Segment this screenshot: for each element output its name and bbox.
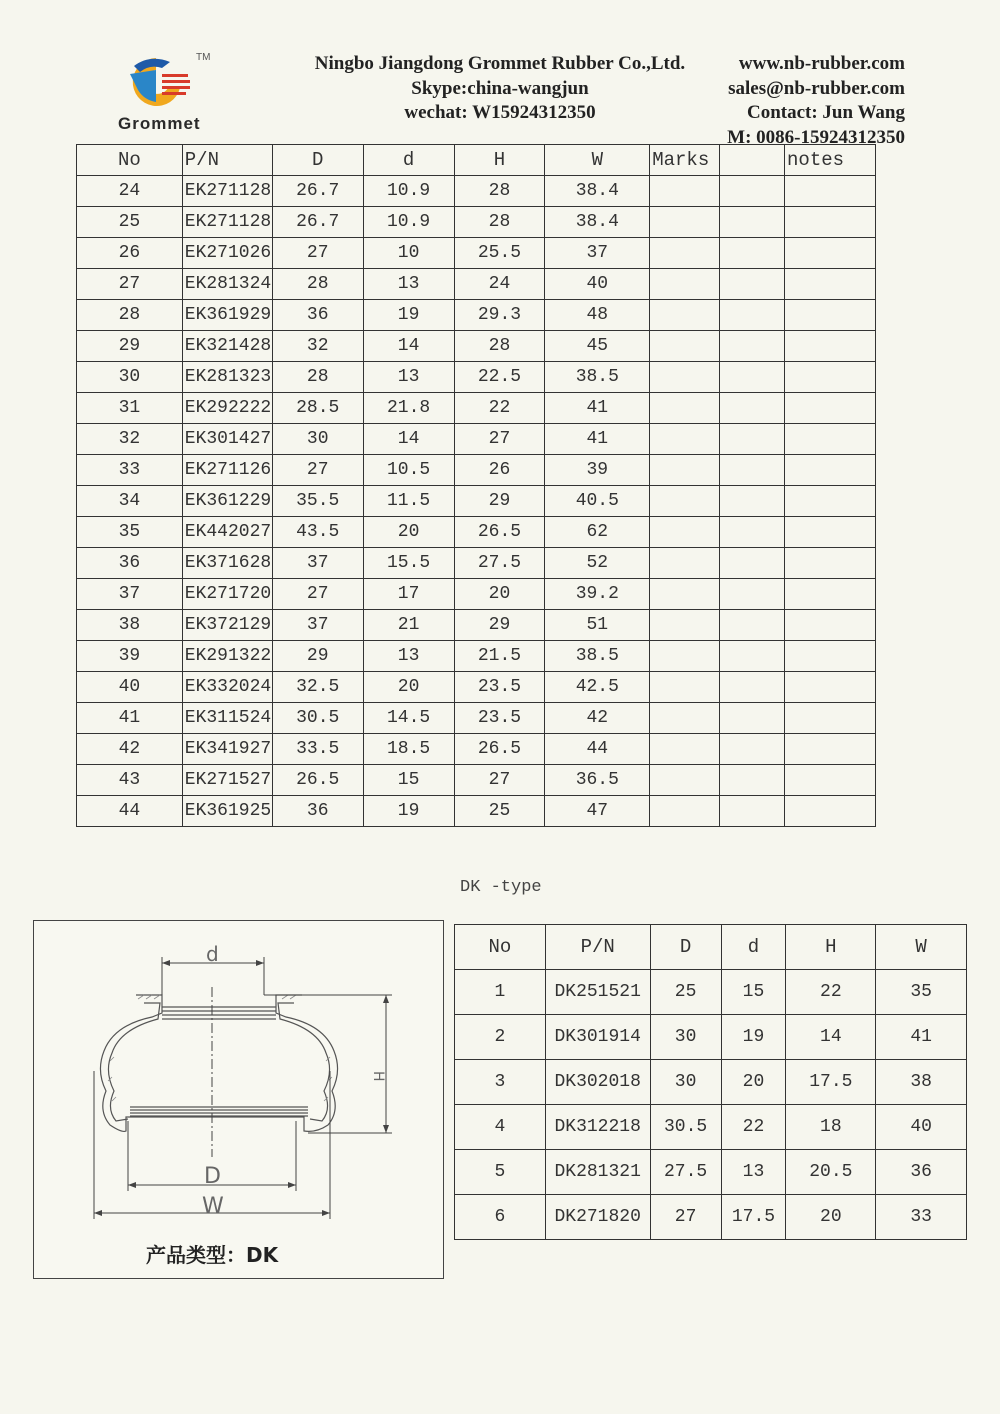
cell-h: 27 — [454, 424, 545, 455]
cell-pn: EK361229 — [182, 486, 272, 517]
cell-pn: DK301914 — [545, 1015, 650, 1060]
cell-no: 1 — [455, 970, 546, 1015]
cell-d-outer: 33.5 — [272, 734, 363, 765]
header-marks: Marks — [650, 145, 720, 176]
cell-blank — [720, 362, 785, 393]
cell-no: 26 — [77, 238, 183, 269]
header-blank — [720, 145, 785, 176]
cell-h: 29.3 — [454, 300, 545, 331]
cell-notes — [785, 610, 876, 641]
dk-header-h: H — [786, 925, 876, 970]
cell-d-outer: 30 — [272, 424, 363, 455]
cell-h: 26 — [454, 455, 545, 486]
table-header-row — [455, 925, 967, 970]
cell-d-outer: 37 — [272, 548, 363, 579]
cell-blank — [720, 765, 785, 796]
cell-w: 40 — [876, 1105, 967, 1150]
table-row — [77, 734, 876, 765]
cell-marks — [650, 517, 720, 548]
cell-h: 25 — [454, 796, 545, 827]
cell-w: 36 — [876, 1150, 967, 1195]
cell-w: 38.5 — [545, 641, 650, 672]
dim-label-W: W — [202, 1194, 224, 1219]
cell-h: 20 — [786, 1195, 876, 1240]
cell-no: 25 — [77, 207, 183, 238]
cell-pn: EK442027 — [182, 517, 272, 548]
cell-notes — [785, 486, 876, 517]
cell-marks — [650, 424, 720, 455]
cell-d-inner: 22 — [721, 1105, 786, 1150]
table-row — [77, 300, 876, 331]
cell-marks — [650, 641, 720, 672]
cell-h: 26.5 — [454, 517, 545, 548]
cell-w: 45 — [545, 331, 650, 362]
cell-no: 24 — [77, 176, 183, 207]
cell-d-outer: 26.7 — [272, 207, 363, 238]
cell-w: 38.4 — [545, 176, 650, 207]
cell-h: 26.5 — [454, 734, 545, 765]
table-row — [77, 517, 876, 548]
dim-label-D: D — [204, 1164, 221, 1189]
cell-pn: EK271126 — [182, 455, 272, 486]
table-row — [77, 424, 876, 455]
cell-notes — [785, 641, 876, 672]
table-row — [455, 1015, 967, 1060]
cell-d-outer: 28 — [272, 362, 363, 393]
header-d-outer: D — [272, 145, 363, 176]
cell-no: 34 — [77, 486, 183, 517]
cell-h: 22 — [786, 970, 876, 1015]
cell-d-inner: 13 — [363, 641, 454, 672]
cell-pn: EK341927 — [182, 734, 272, 765]
cell-d-outer: 29 — [272, 641, 363, 672]
cell-h: 17.5 — [786, 1060, 876, 1105]
cell-d-inner: 10.5 — [363, 455, 454, 486]
cell-blank — [720, 331, 785, 362]
cell-pn: DK302018 — [545, 1060, 650, 1105]
cell-d-inner: 19 — [721, 1015, 786, 1060]
cell-d-inner: 10.9 — [363, 207, 454, 238]
table-row — [77, 269, 876, 300]
header-d-inner: d — [363, 145, 454, 176]
cell-w: 42 — [545, 703, 650, 734]
cell-d-outer: 32 — [272, 331, 363, 362]
cell-marks — [650, 455, 720, 486]
cell-no: 29 — [77, 331, 183, 362]
cell-marks — [650, 796, 720, 827]
cell-no: 30 — [77, 362, 183, 393]
dk-product-table — [454, 924, 967, 1240]
cell-d-outer: 27 — [272, 579, 363, 610]
cell-marks — [650, 207, 720, 238]
cell-notes — [785, 207, 876, 238]
cell-d-inner: 17 — [363, 579, 454, 610]
dk-header-d-outer: D — [650, 925, 721, 970]
header-w: W — [545, 145, 650, 176]
cell-no: 35 — [77, 517, 183, 548]
table-row — [455, 1195, 967, 1240]
header-pn: P/N — [182, 145, 272, 176]
cell-d-outer: 35.5 — [272, 486, 363, 517]
cell-w: 47 — [545, 796, 650, 827]
dk-header-no: No — [455, 925, 546, 970]
dk-cross-section-drawing — [34, 921, 443, 1278]
cell-no: 36 — [77, 548, 183, 579]
cell-no: 3 — [455, 1060, 546, 1105]
cell-w: 41 — [545, 393, 650, 424]
cell-d-inner: 10.9 — [363, 176, 454, 207]
cell-blank — [720, 455, 785, 486]
cell-w: 36.5 — [545, 765, 650, 796]
cell-no: 37 — [77, 579, 183, 610]
dk-drawing-box — [33, 920, 444, 1279]
cell-pn: EK271026 — [182, 238, 272, 269]
cell-marks — [650, 300, 720, 331]
cell-pn: EK271128 — [182, 176, 272, 207]
table-row — [77, 238, 876, 269]
cell-blank — [720, 300, 785, 331]
cell-no: 2 — [455, 1015, 546, 1060]
cell-marks — [650, 703, 720, 734]
cell-h: 21.5 — [454, 641, 545, 672]
cell-notes — [785, 703, 876, 734]
cell-d-inner: 14.5 — [363, 703, 454, 734]
cell-d-inner: 21 — [363, 610, 454, 641]
cell-d-inner: 14 — [363, 331, 454, 362]
cell-d-outer: 30 — [650, 1060, 721, 1105]
cell-marks — [650, 548, 720, 579]
cell-w: 39 — [545, 455, 650, 486]
cell-blank — [720, 517, 785, 548]
cell-pn: DK251521 — [545, 970, 650, 1015]
cell-no: 31 — [77, 393, 183, 424]
cell-no: 41 — [77, 703, 183, 734]
dk-header-d-inner: d — [721, 925, 786, 970]
cell-no: 32 — [77, 424, 183, 455]
cell-w: 62 — [545, 517, 650, 548]
cell-d-inner: 20 — [363, 672, 454, 703]
cell-pn: EK361929 — [182, 300, 272, 331]
cell-no: 43 — [77, 765, 183, 796]
cell-notes — [785, 517, 876, 548]
cell-notes — [785, 362, 876, 393]
table-row — [77, 765, 876, 796]
cell-pn: DK271820 — [545, 1195, 650, 1240]
cell-blank — [720, 393, 785, 424]
cell-h: 27 — [454, 765, 545, 796]
cell-notes — [785, 579, 876, 610]
cell-d-inner: 15.5 — [363, 548, 454, 579]
cell-d-inner: 10 — [363, 238, 454, 269]
cell-w: 40 — [545, 269, 650, 300]
cell-blank — [720, 672, 785, 703]
cell-no: 6 — [455, 1195, 546, 1240]
cell-h: 20 — [454, 579, 545, 610]
cell-w: 40.5 — [545, 486, 650, 517]
cell-pn: EK281323 — [182, 362, 272, 393]
cell-d-outer: 26.5 — [272, 765, 363, 796]
cell-h: 24 — [454, 269, 545, 300]
cell-notes — [785, 424, 876, 455]
cell-d-outer: 27 — [272, 238, 363, 269]
cell-notes — [785, 331, 876, 362]
cell-w: 39.2 — [545, 579, 650, 610]
table-header-row — [77, 145, 876, 176]
cell-h: 20.5 — [786, 1150, 876, 1195]
dk-header-w: W — [876, 925, 967, 970]
cell-notes — [785, 734, 876, 765]
cell-h: 25.5 — [454, 238, 545, 269]
cell-d-outer: 27 — [272, 455, 363, 486]
cell-d-outer: 28.5 — [272, 393, 363, 424]
company-logo — [118, 52, 218, 134]
table-row — [77, 176, 876, 207]
table-row — [455, 1105, 967, 1150]
cell-w: 41 — [545, 424, 650, 455]
cell-h: 14 — [786, 1015, 876, 1060]
cell-h: 27.5 — [454, 548, 545, 579]
ek-product-table — [76, 144, 876, 827]
trademark-mark: TM — [196, 52, 211, 63]
cell-no: 27 — [77, 269, 183, 300]
cell-d-outer: 25 — [650, 970, 721, 1015]
table-row — [77, 393, 876, 424]
cell-no: 40 — [77, 672, 183, 703]
cell-d-inner: 15 — [721, 970, 786, 1015]
cell-d-outer: 26.7 — [272, 176, 363, 207]
cell-no: 42 — [77, 734, 183, 765]
dk-header-pn: P/N — [545, 925, 650, 970]
cell-pn: EK271720 — [182, 579, 272, 610]
cell-h: 29 — [454, 486, 545, 517]
wechat-contact: wechat: W15924312350 — [404, 102, 596, 123]
cell-no: 4 — [455, 1105, 546, 1150]
cell-notes — [785, 796, 876, 827]
cell-d-outer: 27.5 — [650, 1150, 721, 1195]
cell-w: 52 — [545, 548, 650, 579]
cell-h: 18 — [786, 1105, 876, 1150]
cell-w: 48 — [545, 300, 650, 331]
cell-no: 5 — [455, 1150, 546, 1195]
dim-label-d: d — [206, 942, 219, 966]
cell-d-outer: 30.5 — [272, 703, 363, 734]
cell-blank — [720, 641, 785, 672]
company-info-center — [300, 52, 700, 126]
cell-h: 28 — [454, 331, 545, 362]
table-row — [77, 362, 876, 393]
cell-marks — [650, 610, 720, 641]
cell-pn: EK292222 — [182, 393, 272, 424]
cell-pn: EK281324 — [182, 269, 272, 300]
cell-notes — [785, 455, 876, 486]
table-row — [77, 796, 876, 827]
dim-label-H: H — [370, 1071, 386, 1082]
cell-d-inner: 15 — [363, 765, 454, 796]
cell-pn: DK281321 — [545, 1150, 650, 1195]
cell-blank — [720, 734, 785, 765]
dk-type-title: DK -type — [460, 878, 542, 897]
cell-d-inner: 14 — [363, 424, 454, 455]
cell-pn: EK371628 — [182, 548, 272, 579]
cell-w: 44 — [545, 734, 650, 765]
cell-no: 38 — [77, 610, 183, 641]
cell-blank — [720, 486, 785, 517]
table-row — [77, 331, 876, 362]
table-row — [77, 610, 876, 641]
table-row — [77, 641, 876, 672]
cell-w: 35 — [876, 970, 967, 1015]
cell-d-outer: 32.5 — [272, 672, 363, 703]
skype-contact: Skype:china-wangjun — [411, 77, 589, 99]
cell-marks — [650, 362, 720, 393]
cell-blank — [720, 176, 785, 207]
email-link[interactable]: sales@nb-rubber.com — [728, 77, 905, 99]
cell-marks — [650, 269, 720, 300]
cell-pn: EK321428 — [182, 331, 272, 362]
table-row — [77, 579, 876, 610]
cell-pn: EK361925 — [182, 796, 272, 827]
cell-notes — [785, 765, 876, 796]
cell-pn: EK372129 — [182, 610, 272, 641]
cell-d-inner: 13 — [363, 269, 454, 300]
website-link[interactable]: www.nb-rubber.com — [738, 53, 905, 74]
cell-marks — [650, 393, 720, 424]
table-row — [77, 672, 876, 703]
cell-pn: EK271128 — [182, 207, 272, 238]
cell-notes — [785, 548, 876, 579]
cell-no: 28 — [77, 300, 183, 331]
cell-blank — [720, 424, 785, 455]
cell-w: 38 — [876, 1060, 967, 1105]
cell-d-inner: 20 — [721, 1060, 786, 1105]
cell-d-inner: 19 — [363, 796, 454, 827]
table-row — [77, 703, 876, 734]
logo-text: Grommet — [118, 114, 201, 133]
cell-notes — [785, 269, 876, 300]
table-row — [77, 455, 876, 486]
cell-notes — [785, 176, 876, 207]
cell-d-outer: 43.5 — [272, 517, 363, 548]
cell-blank — [720, 548, 785, 579]
table-row — [77, 207, 876, 238]
cell-blank — [720, 610, 785, 641]
grommet-logo-icon — [126, 52, 198, 112]
header-h: H — [454, 145, 545, 176]
cell-w: 38.4 — [545, 207, 650, 238]
cell-d-inner: 19 — [363, 300, 454, 331]
cell-w: 42.5 — [545, 672, 650, 703]
company-info-right — [727, 52, 905, 150]
table-row — [455, 1060, 967, 1105]
cell-pn: EK332024 — [182, 672, 272, 703]
cell-w: 38.5 — [545, 362, 650, 393]
cell-notes — [785, 238, 876, 269]
mobile-number: M: 0086-15924312350 — [727, 126, 905, 148]
figure-caption: 产品类型：DK — [146, 1243, 279, 1267]
cell-h: 22 — [454, 393, 545, 424]
contact-person: Contact: Jun Wang — [746, 102, 905, 123]
cell-d-outer: 28 — [272, 269, 363, 300]
cell-h: 23.5 — [454, 672, 545, 703]
cell-d-outer: 30 — [650, 1015, 721, 1060]
cell-marks — [650, 238, 720, 269]
cell-notes — [785, 672, 876, 703]
cell-d-inner: 13 — [721, 1150, 786, 1195]
cell-d-inner: 21.8 — [363, 393, 454, 424]
company-name: Ningbo Jiangdong Grommet Rubber Co.,Ltd. — [314, 53, 686, 74]
cell-blank — [720, 238, 785, 269]
table-row — [455, 1150, 967, 1195]
cell-h: 28 — [454, 207, 545, 238]
cell-pn: EK301427 — [182, 424, 272, 455]
cell-marks — [650, 734, 720, 765]
cell-marks — [650, 486, 720, 517]
cell-blank — [720, 579, 785, 610]
cell-w: 37 — [545, 238, 650, 269]
cell-pn: EK311524 — [182, 703, 272, 734]
cell-h: 22.5 — [454, 362, 545, 393]
cell-blank — [720, 207, 785, 238]
cell-d-outer: 36 — [272, 300, 363, 331]
cell-marks — [650, 331, 720, 362]
cell-marks — [650, 765, 720, 796]
cell-d-outer: 37 — [272, 610, 363, 641]
cell-notes — [785, 300, 876, 331]
cell-marks — [650, 672, 720, 703]
cell-d-outer: 27 — [650, 1195, 721, 1240]
cell-notes — [785, 393, 876, 424]
cell-d-inner: 20 — [363, 517, 454, 548]
cell-d-inner: 13 — [363, 362, 454, 393]
cell-d-inner: 17.5 — [721, 1195, 786, 1240]
cell-d-outer: 30.5 — [650, 1105, 721, 1150]
table-row — [455, 970, 967, 1015]
cell-blank — [720, 703, 785, 734]
header-no: No — [77, 145, 183, 176]
cell-w: 33 — [876, 1195, 967, 1240]
cell-h: 28 — [454, 176, 545, 207]
cell-no: 44 — [77, 796, 183, 827]
cell-marks — [650, 176, 720, 207]
cell-d-outer: 36 — [272, 796, 363, 827]
cell-h: 29 — [454, 610, 545, 641]
table-row — [77, 548, 876, 579]
cell-blank — [720, 269, 785, 300]
cell-pn: EK291322 — [182, 641, 272, 672]
cell-pn: DK312218 — [545, 1105, 650, 1150]
cell-no: 39 — [77, 641, 183, 672]
table-row — [77, 486, 876, 517]
cell-blank — [720, 796, 785, 827]
cell-d-inner: 11.5 — [363, 486, 454, 517]
cell-w: 41 — [876, 1015, 967, 1060]
header-notes: notes — [785, 145, 876, 176]
cell-marks — [650, 579, 720, 610]
cell-w: 51 — [545, 610, 650, 641]
cell-no: 33 — [77, 455, 183, 486]
cell-h: 23.5 — [454, 703, 545, 734]
cell-pn: EK271527 — [182, 765, 272, 796]
cell-d-inner: 18.5 — [363, 734, 454, 765]
